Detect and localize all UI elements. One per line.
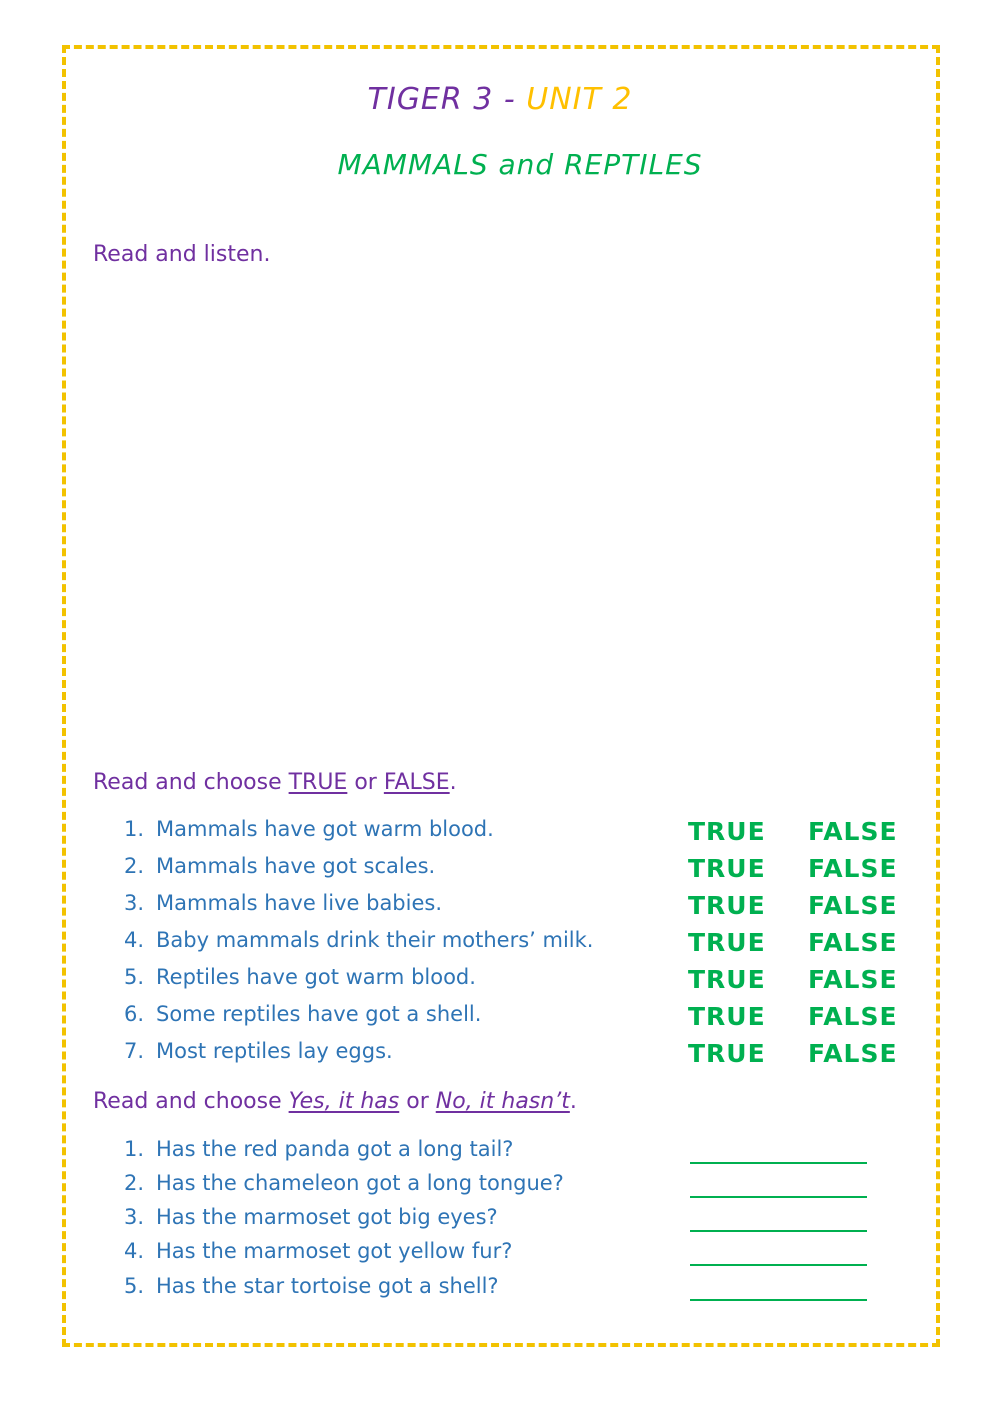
- section3-suffix: .: [569, 1089, 577, 1114]
- section2-mid: or: [347, 770, 384, 795]
- section3-instruction: [93, 1089, 577, 1114]
- item-text: Has the marmoset got big eyes?: [156, 1205, 498, 1229]
- item-number: 1.: [124, 817, 145, 841]
- false-option[interactable]: FALSE: [808, 817, 898, 846]
- false-option[interactable]: FALSE: [808, 1002, 898, 1031]
- true-option[interactable]: TRUE: [688, 817, 766, 846]
- item-number: 3.: [124, 1205, 145, 1229]
- answer-line[interactable]: [690, 1162, 867, 1164]
- answer-line[interactable]: [690, 1230, 867, 1232]
- question-item: [124, 1205, 498, 1229]
- true-option[interactable]: TRUE: [688, 1039, 766, 1068]
- item-text: Has the star tortoise got a shell?: [156, 1274, 499, 1298]
- item-number: 4.: [124, 1239, 145, 1263]
- section3-prefix: Read and choose: [93, 1089, 289, 1114]
- section2-suffix: .: [449, 770, 457, 795]
- item-text: Has the red panda got a long tail?: [156, 1137, 514, 1161]
- tf-item: [124, 1039, 393, 1063]
- section3-option-no: No, it hasn’t: [435, 1089, 570, 1114]
- false-option[interactable]: FALSE: [808, 854, 898, 883]
- section3-mid: or: [399, 1089, 436, 1114]
- item-number: 7.: [124, 1039, 145, 1063]
- section3-option-yes: Yes, it has: [288, 1089, 400, 1114]
- item-number: 3.: [124, 891, 145, 915]
- true-option[interactable]: TRUE: [688, 1002, 766, 1031]
- answer-line[interactable]: [690, 1299, 867, 1301]
- true-option[interactable]: TRUE: [688, 965, 766, 994]
- tf-item: [124, 817, 494, 841]
- section2-prefix: Read and choose: [93, 770, 289, 795]
- false-option[interactable]: FALSE: [808, 1039, 898, 1068]
- false-option[interactable]: FALSE: [808, 928, 898, 957]
- section2-instruction: [93, 770, 457, 795]
- item-number: 6.: [124, 1002, 145, 1026]
- item-text: Some reptiles have got a shell.: [156, 1002, 482, 1026]
- tf-item: [124, 1002, 481, 1026]
- item-number: 4.: [124, 928, 145, 952]
- tf-item: [124, 891, 442, 915]
- section2-option-false: FALSE: [383, 770, 450, 795]
- false-option[interactable]: FALSE: [808, 965, 898, 994]
- answer-line[interactable]: [690, 1264, 867, 1266]
- page-subtitle: MAMMALS and REPTILES: [337, 148, 703, 181]
- true-option[interactable]: TRUE: [688, 928, 766, 957]
- true-option[interactable]: TRUE: [688, 854, 766, 883]
- tf-item: [124, 928, 593, 952]
- item-text: Mammals have live babies.: [156, 891, 443, 915]
- item-text: Mammals have got scales.: [156, 854, 436, 878]
- item-text: Has the chameleon got a long tongue?: [156, 1171, 564, 1195]
- item-number: 1.: [124, 1137, 145, 1161]
- true-option[interactable]: TRUE: [688, 891, 766, 920]
- false-option[interactable]: FALSE: [808, 891, 898, 920]
- item-number: 5.: [124, 965, 145, 989]
- item-number: 2.: [124, 1171, 145, 1195]
- item-text: Mammals have got warm blood.: [156, 817, 494, 841]
- question-item: [124, 1171, 564, 1195]
- item-text: Has the marmoset got yellow fur?: [156, 1239, 513, 1263]
- section1-instruction: Read and listen.: [93, 242, 271, 267]
- question-item: [124, 1137, 513, 1161]
- tf-item: [124, 854, 435, 878]
- item-number: 2.: [124, 854, 145, 878]
- item-text: Baby mammals drink their mothers’ milk.: [156, 928, 594, 952]
- section2-option-true: TRUE: [288, 770, 348, 795]
- page-title: [0, 82, 1000, 117]
- title-part-2: UNIT 2: [526, 82, 633, 117]
- item-text: Most reptiles lay eggs.: [156, 1039, 393, 1063]
- question-item: [124, 1274, 499, 1298]
- answer-line[interactable]: [690, 1196, 867, 1198]
- question-item: [124, 1239, 512, 1263]
- title-part-1: TIGER 3 -: [367, 82, 516, 117]
- item-text: Reptiles have got warm blood.: [156, 965, 476, 989]
- item-number: 5.: [124, 1274, 145, 1298]
- tf-item: [124, 965, 476, 989]
